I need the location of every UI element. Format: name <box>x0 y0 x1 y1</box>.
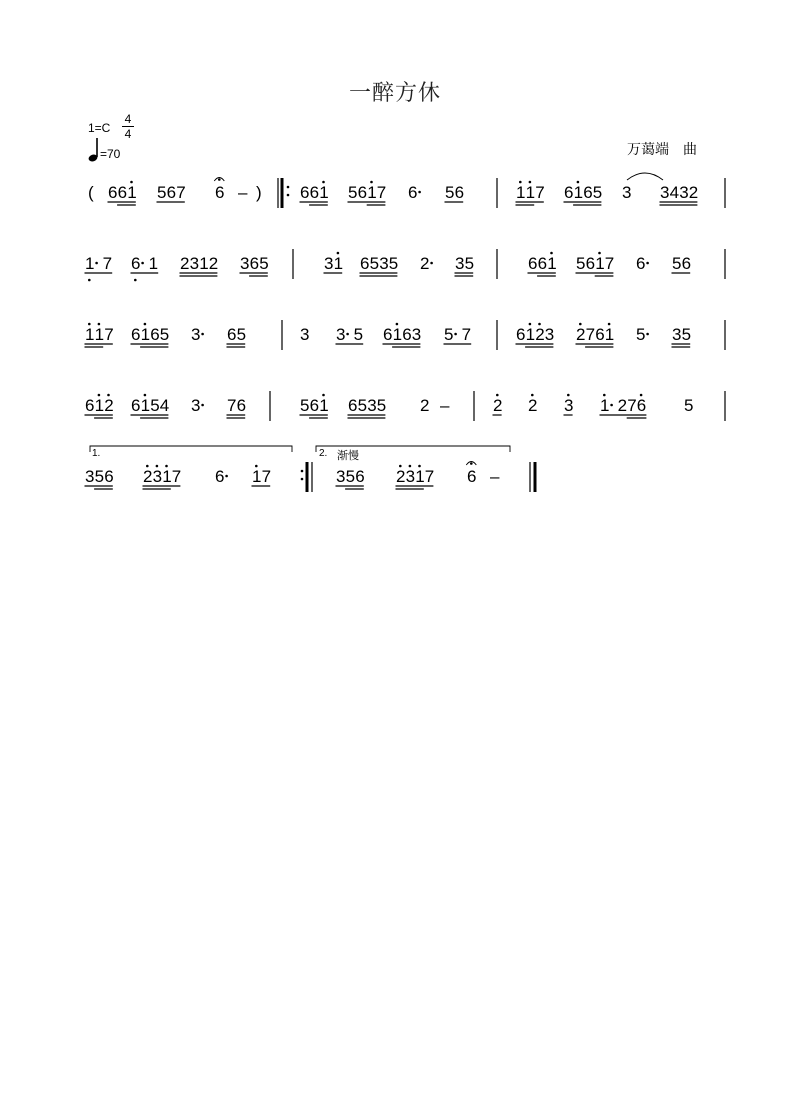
note-1: 1 <box>547 254 557 273</box>
note-5: 5 <box>388 254 399 273</box>
note-3: 3 <box>85 467 95 486</box>
note-3: 3 <box>189 254 200 273</box>
repeat-dot <box>287 194 290 197</box>
fermata-dot <box>218 178 221 181</box>
note-5: 5 <box>345 467 356 486</box>
note-6: 6 <box>117 183 128 202</box>
note-1: 1 <box>85 325 95 344</box>
note-5: 5 <box>157 183 167 202</box>
note-6: 6 <box>348 396 358 415</box>
note-7: 7 <box>604 254 615 273</box>
open-paren: ( <box>88 183 94 202</box>
augmentation-dot <box>430 262 433 265</box>
time-signature-bottom: 4 <box>124 127 132 141</box>
note-3: 3 <box>191 325 201 344</box>
note-5: 5 <box>445 183 455 202</box>
note-2: 2 <box>688 183 699 202</box>
note-6: 6 <box>104 467 114 486</box>
volta-second-marking: 渐慢 <box>337 450 359 462</box>
note-3: 3 <box>336 467 346 486</box>
note-6: 6 <box>595 325 605 344</box>
note-6: 6 <box>357 183 368 202</box>
note-3: 3 <box>367 396 377 415</box>
time-signature-top: 4 <box>124 112 132 126</box>
note-6: 6 <box>227 325 237 344</box>
augmentation-dot <box>141 262 144 265</box>
note-1: 1 <box>415 467 425 486</box>
note-5: 5 <box>592 183 603 202</box>
composer-credit: 万蔼端 曲 <box>627 142 697 158</box>
note-6: 6 <box>360 254 370 273</box>
repeat-dot <box>301 478 304 481</box>
note-4: 4 <box>669 183 680 202</box>
note-3: 3 <box>191 396 201 415</box>
dash: – <box>490 467 500 486</box>
note-1: 1 <box>127 183 137 202</box>
note-4: 4 <box>159 396 170 415</box>
note-6: 6 <box>300 183 310 202</box>
note-1: 1 <box>94 396 105 415</box>
note-3: 3 <box>679 183 689 202</box>
dash: – <box>440 396 450 415</box>
augmentation-dot <box>610 404 613 407</box>
note-1: 1 <box>85 254 95 273</box>
note-2: 2 <box>420 254 430 273</box>
augmentation-dot <box>646 262 649 265</box>
note-5: 5 <box>94 467 105 486</box>
note-7: 7 <box>627 396 637 415</box>
note-6: 6 <box>131 325 141 344</box>
note-5: 5 <box>672 254 682 273</box>
note-3: 3 <box>324 254 334 273</box>
note-5: 5 <box>369 254 380 273</box>
note-1: 1 <box>604 325 615 344</box>
augmentation-dot <box>346 333 349 336</box>
note-5: 5 <box>357 396 368 415</box>
note-6: 6 <box>408 183 418 202</box>
note-3: 3 <box>544 325 555 344</box>
note-1: 1 <box>140 396 151 415</box>
note-7: 7 <box>585 325 596 344</box>
volta-first-bracket <box>90 446 292 452</box>
note-1: 1 <box>333 254 344 273</box>
note-6: 6 <box>215 467 225 486</box>
volta-second-label: 2. <box>319 448 328 459</box>
note-5: 5 <box>681 325 692 344</box>
note-5: 5 <box>576 254 586 273</box>
augmentation-dot <box>418 191 421 194</box>
note-5: 5 <box>150 396 160 415</box>
note-2: 2 <box>493 396 503 415</box>
note-5: 5 <box>348 183 358 202</box>
note-6: 6 <box>215 183 225 202</box>
note-6: 6 <box>528 254 538 273</box>
note-1: 1 <box>319 183 329 202</box>
note-7: 7 <box>227 396 237 415</box>
note-5: 5 <box>259 254 269 273</box>
close-paren: ) <box>256 183 262 202</box>
note-3: 3 <box>660 183 670 202</box>
note-6: 6 <box>537 254 548 273</box>
note-7: 7 <box>102 254 113 273</box>
note-3: 3 <box>564 396 574 415</box>
slur-icon <box>627 173 663 180</box>
note-6: 6 <box>467 467 477 486</box>
note-5: 5 <box>236 325 247 344</box>
note-1: 1 <box>573 183 584 202</box>
note-6: 6 <box>383 325 393 344</box>
augmentation-dot <box>95 262 98 265</box>
note-3: 3 <box>336 325 346 344</box>
note-6: 6 <box>402 325 412 344</box>
augmentation-dot <box>454 333 457 336</box>
note-2: 2 <box>420 396 430 415</box>
note-6: 6 <box>585 254 596 273</box>
note-6: 6 <box>355 467 365 486</box>
tempo-marking: =70 <box>100 147 121 161</box>
augmentation-dot <box>201 333 204 336</box>
note-2: 2 <box>208 254 219 273</box>
note-6: 6 <box>166 183 177 202</box>
note-1: 1 <box>140 325 151 344</box>
note-5: 5 <box>159 325 170 344</box>
note-1: 1 <box>600 396 610 415</box>
note-7: 7 <box>176 183 186 202</box>
repeat-dot <box>287 186 290 189</box>
note-3: 3 <box>405 467 416 486</box>
note-2: 2 <box>180 254 190 273</box>
note-6: 6 <box>249 254 260 273</box>
augmentation-dot <box>201 404 204 407</box>
note-6: 6 <box>454 183 465 202</box>
note-5: 5 <box>444 325 454 344</box>
note-1: 1 <box>252 467 262 486</box>
note-6: 6 <box>131 396 141 415</box>
music-notes <box>85 183 698 486</box>
note-6: 6 <box>309 183 320 202</box>
note-1: 1 <box>94 325 105 344</box>
note-6: 6 <box>636 396 647 415</box>
note-3: 3 <box>240 254 250 273</box>
note-6: 6 <box>636 254 646 273</box>
note-6: 6 <box>108 183 118 202</box>
repeat-dot <box>301 470 304 473</box>
key-signature: 1=C <box>88 121 111 135</box>
note-6: 6 <box>150 325 160 344</box>
low-octave-dot <box>134 279 137 282</box>
note-1: 1 <box>367 183 377 202</box>
note-6: 6 <box>583 183 593 202</box>
note-2: 2 <box>396 467 406 486</box>
fermata-dot <box>470 462 473 465</box>
note-3: 3 <box>622 183 632 202</box>
note-3: 3 <box>672 325 682 344</box>
note-3: 3 <box>152 467 163 486</box>
note-1: 1 <box>525 183 536 202</box>
note-7: 7 <box>376 183 387 202</box>
note-3: 3 <box>411 325 422 344</box>
note-5: 5 <box>353 325 364 344</box>
page-title: 一醉方休 <box>348 81 441 106</box>
note-6: 6 <box>131 254 141 273</box>
note-1: 1 <box>392 325 403 344</box>
note-6: 6 <box>516 325 526 344</box>
note-1: 1 <box>148 254 159 273</box>
volta-first-label: 1. <box>92 448 101 459</box>
note-6: 6 <box>309 396 320 415</box>
note-7: 7 <box>171 467 182 486</box>
augmentation-dot <box>225 475 228 478</box>
note-3: 3 <box>300 325 310 344</box>
note-2: 2 <box>535 325 545 344</box>
note-6: 6 <box>681 254 692 273</box>
note-1: 1 <box>525 325 536 344</box>
augmentation-dot <box>646 333 649 336</box>
note-7: 7 <box>535 183 545 202</box>
note-2: 2 <box>143 467 153 486</box>
note-1: 1 <box>162 467 172 486</box>
note-5: 5 <box>684 396 694 415</box>
note-2: 2 <box>617 396 628 415</box>
note-7: 7 <box>461 325 472 344</box>
note-1: 1 <box>595 254 605 273</box>
note-3: 3 <box>379 254 389 273</box>
dash: – <box>238 183 248 202</box>
note-2: 2 <box>528 396 538 415</box>
note-7: 7 <box>104 325 114 344</box>
note-2: 2 <box>576 325 586 344</box>
note-6: 6 <box>236 396 247 415</box>
low-octave-dot <box>88 279 91 282</box>
note-6: 6 <box>564 183 574 202</box>
note-1: 1 <box>319 396 329 415</box>
note-6: 6 <box>85 396 95 415</box>
note-3: 3 <box>455 254 465 273</box>
note-1: 1 <box>516 183 526 202</box>
note-7: 7 <box>261 467 272 486</box>
note-5: 5 <box>376 396 387 415</box>
note-7: 7 <box>424 467 435 486</box>
note-5: 5 <box>464 254 475 273</box>
note-5: 5 <box>300 396 310 415</box>
note-2: 2 <box>104 396 114 415</box>
note-1: 1 <box>199 254 209 273</box>
note-5: 5 <box>636 325 646 344</box>
